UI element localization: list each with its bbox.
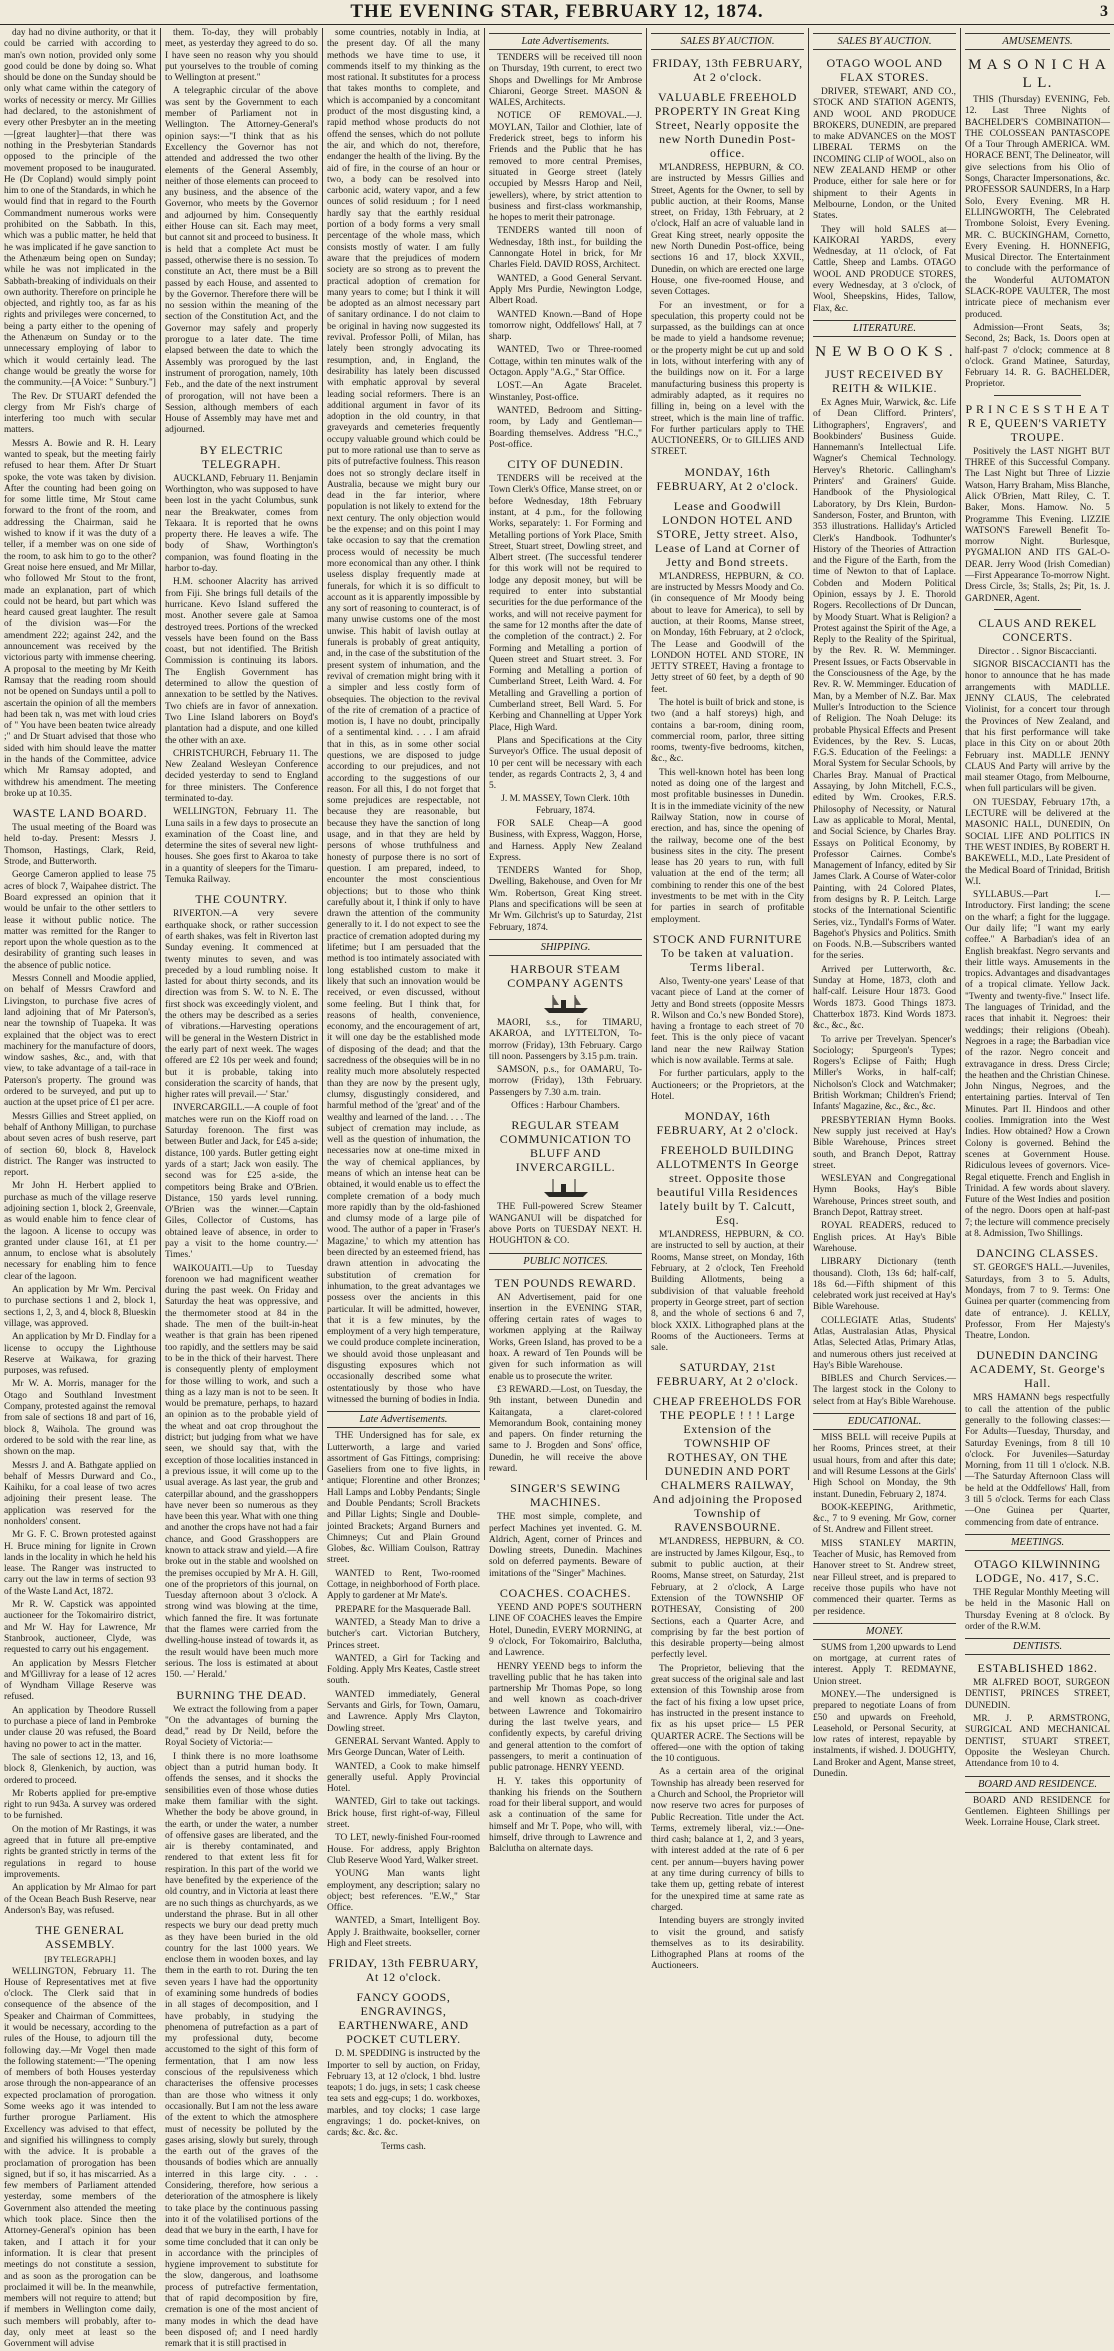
classified-ad: WANTED, Girl to take out tackings. Brick house, first right-of-way, Filleul street. xyxy=(327,1797,480,1831)
classified-ad: M'LANDRESS, HEPBURN, & CO. are instructed by James Kilgour, Esq., to submit to public auction, at their Rooms, Manse street, on Saturday, 21st February, at 2 o'clock, A Large Extension of the TOWNSHIP OF ROTHESAY, Consisting of 200 Sections, each a Quarter Acre, and comprising by far the best portion of this desirable property—being almost perfectly level. xyxy=(651,1537,804,1661)
section-header-literature: LITERATURE. xyxy=(813,320,956,337)
classified-ad: They will hold SALES at— KAIKORAI YARDS, every Wednesday, at 11 o'clock, of Fat Cattle, Sheep and Lambs. OTAGO WOOL AND PRODUCE STORES, every Wednesday, at 3 o'clock, of Wool, Sheepskins, Hides, Tallow, Flax, &c. xyxy=(813,224,956,314)
article-paragraph: WELLINGTON, February 11. The Luna sails in a few days to prosecute an examination of the Coast line, and determine the sites of several new light-houses. She goes first to Akaroa to take in a quantity of sleepers for the Timaru-Temuka Railway. xyxy=(165,807,318,886)
classified-ad: MISS BELL will receive Pupils at her Rooms, Princes street, at their usual hours, from and after this date; and will Resume Lessons at the Girls' High School on Monday, the 9th instant. Dunedin, February 2, 1874. xyxy=(813,1433,956,1500)
auction-title: VALUABLE FREEHOLD PROPERTY IN Great King Street, Nearly opposite the new North Dunedin Post-office. xyxy=(654,90,801,160)
section-header-money: MONEY. xyxy=(813,1623,956,1640)
column-5 xyxy=(647,28,808,1972)
section-header-public-notices: PUBLIC NOTICES. xyxy=(489,1253,642,1270)
offices-line: Offices : Harbour Chambers. xyxy=(511,1101,620,1112)
article-paragraph: CHRISTCHURCH, February 11. The New Zealand Wesleyan Conference decided yesterday to send to England for three ministers. The Conference terminated to-day. xyxy=(165,748,318,804)
article-paragraph: The usual meeting of the Board was held to-day. Present: Messrs J. Thomson, Hastings, Clark, Reid, Strode, and Butterworth. xyxy=(4,823,156,868)
auction-date-heading: MONDAY, 16th FEBRUARY, At 2 o'clock. xyxy=(656,464,799,493)
classified-ad: THE Regular Monthly Meeting will be held in the Masonic Hall on Thursday Evening at 8 o'clock. By order of the R.W.M. xyxy=(965,1587,1110,1632)
headline-kilwinning-lodge: OTAGO KILWINNING LODGE, No. 417, S.C. xyxy=(974,1556,1101,1585)
director-line: Director . . Signor Biscaccianti. xyxy=(978,646,1097,657)
column-4 xyxy=(485,28,646,1855)
column-3 xyxy=(323,28,484,2152)
article-paragraph: WELLINGTON, February 11. The House of Representatives met at five o'clock. The Clerk said that in consequence of the absence of the Speaker and Chairman of Committees, it would be necessary, according to the rules of the House, to adjourn till the following day.—Mr Vogel then made the following statement:—"The opening of members of both Houses yesterday arose through the non-appearance of an expected proclamation of prorogation. Some weeks ago it was intended to further prorogue Parliament. His Excellency was advised to that effect, and signified his willingness to comply with the advice. It is probable a proclamation of prorogation has been signed, but if so, it has miscarried. As a few members of Parliament attended yesterday, some members of the Government also attended the meeting which took place. Since then the Attorney-General's opinion has been taken, and I attach it for your information. It is clear that present meetings do not constitute a session, and as soon as the prorogation can be proclaimed it will be. In the meanwhile, members will not require to attend; but if members in Wellington come daily, such members will probably, after to-day, only meet at least so the Government will advise xyxy=(4,1966,156,2350)
divider xyxy=(994,395,1081,396)
headline-otago-wool: OTAGO WOOL AND FLAX STORES. xyxy=(826,56,943,84)
newspaper-title: THE EVENING STAR, FEBRUARY 12, 1874. xyxy=(350,1,764,22)
article-paragraph: An application by Messrs Fletcher and M'Gillivray for a lease of 12 acres of Wyndham Village Reserve was refused. xyxy=(4,1658,156,1703)
column-7 xyxy=(961,28,1114,1829)
auction-title: CHEAP FREEHOLDS FOR THE PEOPLE ! ! ! Large Extension of the TOWNSHIP OF ROTHESAY, ON THE DUNEDIN AND PORT CHALMERS RAILWAY, And adjoining the Proposed Township of RAVENSBOURNE. xyxy=(652,1394,803,1535)
classified-ad: THIS (Thursday) EVENING, Feb. 12. Last Three Nights of BACHELDER'S COMBINATION— THE COLOSSEAN PANTASCOPE Of a Tour Through AMERICA. WM. HORACE BENT, The Delineator, will give selections from his Olio of Songs, Character Impersonations, &c. PROFESSOR SAUNDERS, In a Harp Solo, Every Evening. MR H. ELLINGWORTH, The Celebrated Trombone Soloist, Every Evening. MR. C. BUCKINGHAM, Cornetto, Every Evening. H. HONNEFIG, Musical Director. The Entertainment to conclude with the performance of the Wonderful AUTOMATON SLACK-ROPE VAULTER, The most intricate piece of mechanism ever produced. xyxy=(965,95,1110,320)
headline-burning-the-dead: BURNING THE DEAD. xyxy=(176,1687,307,1702)
classified-ad: MONEY.—The undersigned is prepared to negotiate Loans of from £50 and upwards on Freehold, Leasehold, or Personal Security, at low rates of interest, repayable by instalments, if wished. J. DOUGHTY, Land Broker and Agent, Manse street, Dunedin. xyxy=(813,1690,956,1780)
section-header-educational: EDUCATIONAL. xyxy=(813,1413,956,1430)
classified-ad: M'LANDRESS, HEPBURN, & CO. are instructed by Messrs Gillies and Street, Agents for the Owner, to sell by public auction, at their Rooms, Manse street, on Friday, 13th February, at 2 o'clock, Half an acre of valuable land in Great King street, nearly opposite the new North Dunedin Post-office, being sections 16 and 17, block XXVII., Dunedin, on which are erected one large House, one five-roomed House, and seven Cottages. xyxy=(651,163,804,298)
classified-ad: WANTED immediately, General Servants and Girls, for Town, Oamaru, and Lawrence. Apply Mrs Clayton, Dowling street. xyxy=(327,1689,480,1734)
classified-ad: FOR SALE Cheap—A good Business, with Express, Waggon, Horse, and Harness. Apply New Zealand Express. xyxy=(489,819,642,863)
headline-city-of-dunedin: CITY OF DUNEDIN. xyxy=(507,457,624,472)
classified-ad: M'LANDRESS, HEPBURN, & CO. are instructed to sell by auction, at their Rooms, Manse street, on Monday, 16th February, at 2 o'clock, Ten Freehold Building Allotments, being a subdivision of that valuable freehold property in George street, part of section 8, and the whole of sections 6 and 7, block XXIX. Lithographed plans at the Rooms of the Auctioneers. Terms at sale. xyxy=(651,1230,804,1354)
classified-ad: LIBRARY Dictionary (tenth thousand). Cloth, 13s 6d; half-calf, 18s 6d.—Fifth shipment of this celebrated work just received at Hay's Bible Warehouse. xyxy=(813,1257,956,1313)
auction-title: STOCK AND FURNITURE To be taken at valuation. Terms liberal. xyxy=(652,931,803,974)
headline-general-assembly: THE GENERAL ASSEMBLY. xyxy=(35,1923,125,1952)
classified-ad: WESLEYAN and Congregational Hymn Books, Hay's Bible Warehouse, Princes street south, and Branch Depot, Rattray street. xyxy=(813,1174,956,1219)
classified-ad: GENERAL Servant Wanted. Apply to Mrs George Duncan, Water of Leith. xyxy=(327,1736,480,1759)
auction-date-heading: FRIDAY, 13th FEBRUARY, At 12 o'clock. xyxy=(328,1956,479,1985)
classified-ad: WANTED, a Girl for Tacking and Folding. Apply Mrs Keates, Castle street south. xyxy=(327,1653,480,1687)
article-paragraph: RIVERTON.—A very severe earthquake shock, or rather succession of earth shakes, was felt in Riverton last Sunday evening. It commenced at twenty minutes to seven, and was preceded by a loud rumbling noise. It lasted for about thirty seconds, and its direction was from S. W. to N. E. The first shock was exceedingly violent, and the others may be described as a series of vibrations.—Harvesting operations will be general in the Western District in the early part of next week. The wages offered are £2 10s per week and found; but it is probable, taking into consideration the scarcity of hands, that higher rates will prevail.—' Star.' xyxy=(165,909,318,1101)
classified-ad: WANTED, Two or Three-roomed Cottage, within ten minutes walk of the Octagon. Apply "A.G.," Star Office. xyxy=(489,345,642,379)
headline-masonic-hall: M A S O N I C H A L L. xyxy=(968,57,1107,91)
column-6 xyxy=(809,28,960,1780)
headline-princess-theatre: P R I N C E S S T H E A T R E, QUEEN'S VARIETY TROUPE. xyxy=(965,401,1110,444)
established-line: ESTABLISHED 1862. xyxy=(977,1661,1098,1676)
classified-ad: D. M. SPEDDING is instructed by the Importer to sell by auction, on Friday, February 13, at 12 o'clock, 1 bhd. lustre teapots; 1 do. jugs, in sets; 1 cask cheese tea sets and egg-cups; 1 do. workboxes, marbles, and toy clocks; 1 case large engravings; 1 do. pocket-knives, on cards; &c. &c. &c. xyxy=(327,2049,480,2139)
headline-dancing-academy: DUNEDIN DANCING ACADEMY, St. George's Hall. xyxy=(969,1348,1106,1391)
classified-ad: Positively the LAST NIGHT BUT THREE of this Successful Company. The Last Night but Three of Lizzie Watson, Harry Braham, Miss Blanche, Alick O'Brien, Matt Riley, C. T. Baker, Mons. Hamow. No. 5 Programme This Evening. LIZZIE WATSON'S Farewell Benefit To-morrow Night. Burlesque, PYGMALION AND ITS GAL-O-DEAR. Jerry Wood (Irish Comedian)—First Appearance To-morrow Night. Dress Circle, 3s; Stalls, 2s; Pit, 1s. J. GARDNER, Agent. xyxy=(965,446,1110,604)
article-paragraph: An application by Mr Wm. Percival to purchase sections 1 and 2, block 1, sections 1, 2, 3, and 4, block 8, Blueskin village, was approved. xyxy=(4,1285,156,1329)
headline-the-country: THE COUNTRY. xyxy=(195,892,288,907)
classified-ad: WANTED Known.—Band of Hope tomorrow night, Oddfellows' Hall, at 7 sharp. xyxy=(489,309,642,343)
classified-ad: AN Advertisement, paid for one insertion in the EVENING STAR, offering certain rates of wages to workmen applying at the Railway Works, Green Island, has proved to be a hoax. A reward of Ten Pounds will be given for such information as will enable us to prosecute the writer. xyxy=(489,1292,642,1382)
headline-ten-pounds-reward: TEN POUNDS REWARD. xyxy=(494,1275,637,1290)
auction-title: FREEHOLD BUILDING ALLOTMENTS In George street. Opposite those beautiful Villa Residences lately built by T. Calcutt, Esq. xyxy=(655,1143,800,1228)
classified-ad: YOUNG Man wants light employment, any description; salary no object; best references. "E.W.," Star Office. xyxy=(327,1869,480,1914)
auction-date-heading: SATURDAY, 21st FEBRUARY, At 2 o'clock. xyxy=(656,1360,799,1389)
steamship-icon xyxy=(541,993,591,1015)
section-header-dentists: DENTISTS. xyxy=(965,1638,1110,1655)
classified-ad: WANTED, a Cook to make himself generally useful. Apply Provincial Hotel. xyxy=(327,1761,480,1795)
classified-ad: MR ALFRED BOOT, SURGEON DENTIST, PRINCES STREET, DUNEDIN. xyxy=(965,1678,1110,1711)
article-paragraph: We extract the following from a paper "On the advantages of burning the dead," read by Dr Neild, before the Royal Society of Victoria:— xyxy=(165,1704,318,1749)
section-header-late-advertisements: Late Advertisements. xyxy=(327,1411,480,1428)
divider xyxy=(994,609,1081,610)
section-header-late-advertisements: Late Advertisements. xyxy=(489,33,642,50)
steamship-icon xyxy=(541,1177,591,1199)
byline: [BY TELEGRAPH.] xyxy=(44,1954,116,1965)
classified-ad: BOARD AND RESIDENCE for Gentlemen. Eighteen Shillings per Week. Lorraine House, Clark street. xyxy=(965,1795,1110,1829)
headline-just-received: JUST RECEIVED BY REITH & WILKIE. xyxy=(825,366,944,395)
classified-ad: THE Full-powered Screw Steamer WANGANUI will be dispatched for above Ports on TUESDAY NEXT. H. HOUGHTON & CO. xyxy=(489,1202,642,1247)
section-header-board-residence: BOARD AND RESIDENCE. xyxy=(965,1776,1110,1793)
auction-date-heading: MONDAY, 16th FEBRUARY, At 2 o'clock. xyxy=(656,1109,799,1138)
classified-ad: WANTED to Rent, Two-roomed Cottage, in neighborhood of Forth place. Apply to gardener at Mr Mate's. xyxy=(327,1568,480,1602)
classified-ad: Also, Twenty-one years' Lease of that vacant piece of Land at the corner of Jetty and Bond streets (opposite Messrs R. Wilson and Co.'s new Bonded Store), having a frontage to each street of 70 feet. This is the only piece of vacant land near the new Railway Station which is now available. Terms at sale. xyxy=(651,976,804,1066)
classified-ad: Intending buyers are strongly invited to visit the ground, and satisfy themselves as to its desirability. Lithographed Plans at rooms of the Auctioneers. xyxy=(651,1916,804,1972)
section-header-sales-by-auction: SALES BY AUCTION. xyxy=(813,33,956,50)
classified-ad: DRIVER, STEWART, AND CO., STOCK AND STATION AGENTS, AND WOOL AND PRODUCE BROKERS, DUNEDIN, are prepared to make ADVANCES on the MOST LIBERAL TERMS on the INCOMING CLIP of WOOL, also on NEW ZEALAND HEMP or other Produce, either for sale here or for shipment to their Agents in Melbourne, London, or the United States. xyxy=(813,87,956,222)
article-paragraph: An application by Mr Almao for part of the Ocean Beach Bush Reserve, near Anderson's Bay, was refused. xyxy=(4,1883,156,1916)
headline-waste-land-board: WASTE LAND BOARD. xyxy=(12,806,148,821)
classified-ad: The Proprietor, believing that the great success of the original sale and last extension of this Township arose from the fact of his fixing a low upset price, has instructed in the present instance to fix as his upset price— L5 PER QUARTER ACRE. The Sections will be offered—one with the option of taking the 10 contiguous. xyxy=(651,1663,804,1765)
classified-ad: WANTED, a Steady Man to drive a butcher's cart. Victorian Butchery, Princes street. xyxy=(327,1617,480,1651)
headline-singer-machines: SINGER'S SEWING MACHINES. xyxy=(510,1481,621,1510)
classified-ad: HENRY YEEND begs to inform the travelling public that he has taken into partnership Mr Thomas Pope, so long and well known as coach-driver between Lawrence and Tokomairiro during the last twelve years, and confidently expects, by careful driving and general attention to the comfort of passengers, to merit a continuation of public patronage. HENRY YEEND. xyxy=(489,1661,642,1774)
classified-ad: BOOK-KEEPING, Arithmetic, &c., 7 to 9 evening. Mr Gow, corner of St. Andrew and Fillent street. xyxy=(813,1502,956,1536)
article-paragraph: Mr R. W. Capstick was appointed auctioneer for the Tokomairiro district, and Mr W. Hay for Lawrence, Mr Stanbrook, auctioneer, Clyde, was requested to carry out his engagement. xyxy=(4,1600,156,1656)
article-paragraph: Messrs J. and A. Bathgate applied on behalf of Messrs Durward and Co., Kaihiku, for a coal lease of two acres adjoining their present lease. The application was reserved for the nonholders' consent. xyxy=(4,1460,156,1527)
article-paragraph: The sale of sections 12, 13, and 16, block 8, Glenkenich, by auction, was ordered to proceed. xyxy=(4,1752,156,1786)
auction-title: Lease and Goodwill LONDON HOTEL AND STORE, Jetty street. Also, Lease of Land at Corner of Jetty and Bond streets. xyxy=(654,498,801,569)
classified-ad: The hotel is built of brick and stone, is two (and a half storeys) high, and contains a bar-room, dining room, commercial room, parlor, three sitting rooms, twenty-five bedrooms, kitchen, &c., &c. xyxy=(651,697,804,765)
article-paragraph: WAIKOUAITI.—Up to Tuesday forenoon we had magnificent weather during the past week. On Friday and Saturday the heat was oppressive, and the thermometer stood at 84 in the shade. The men of the built-in-heat weather is that grain has been ripened too rapidly, and the settlers may be said to be in the thick of their harvest. There is consequently plenty of employment for those willing to work, and such a thing as a lazy man is not to be seen. It would be premature, perhaps, to hazard an opinion as to the probable yield of the wheat and oat crop throughout the district; but judging from what we have seen, we should say that, with the exception of those localities instanced in a previous issue, it will come up to the usual average. As last year, the grub and caterpillar abound, and the grasshoppers have never been so numerous as they have been this year. What with one thing and another the crops have not had a fair chance, and Good Grasshoppers are known to attack straw and yield.—A fire broke out in the stable and woolshed on the premises occupied by Mr A. H. Gill, one of the proprietors of this journal, on Tuesday afternoon about 3 o'clock. A strong wind was blowing at the time, which fanned the fire. It was fortunate that the flames were carried from the dwelling-house instead of towards it, as the result would have been much more serious. The loss is estimated at about 150. —' Herald.' xyxy=(165,1263,318,1681)
classified-ad: PRESBYTERIAN Hymn Books. New supply just received at Hay's Bible Warehouse, Princes street south, and Branch Depot, Rattray street. xyxy=(813,1115,956,1171)
classified-ad: COLLEGIATE Atlas, Students' Atlas, Australasian Atlas, Physical Atlas, Selected Atlas, Primary Atlas, and numerous others just received at Hay's Bible Warehouse. xyxy=(813,1315,956,1371)
book-list: To arrive per Trevelyan. Spencer's Sociology; Spurgeon's Types; Rogers's Eclipse of Faith; Hugh Miller's Works, in half-calf; Nicholson's Clock and Watchmaker; British Workman; Children's Friend; Infants' Magazine, &c., &c., &c. xyxy=(813,1034,956,1113)
section-header-shipping: SHIPPING. xyxy=(489,939,642,956)
classified-ad: MRS HAMANN begs respectfully to call the attention of the public generally to the following classes:— For Adults—Tuesday, Thursday, and Saturday Evenings, from 8 till 10 o'clock. For Juveniles—Saturday Morning, from 11 till 1 o'clock. N.B.—The Saturday Afternoon Class will be held at the Oddfellows' Hall, from 3 till 5 o'clock. Terms for each Class—One Guinea per Quarter, commencing from date of entrance. xyxy=(965,1393,1110,1528)
classified-ad: H. Y. takes this opportunity of thanking his friends on the Southern road for their liberal support, and would ask a continuation of the same for himself and Mr T. Pope, who will, with himself, drive through to Lawrence and Balclutha on alternate days. xyxy=(489,1776,642,1855)
classified-ad: SIGNOR BISCACCIANTI has the honor to announce that he has made arrangements with MADLLE. JENNY CLAUS, The celebrated Violinist, for a concert tour through the Provinces of New Zealand, and that his first performance will take place in this City on or about 20th February inst. MADLLE JENNY CLAUS And Party will arrive by the mail steamer Otago, from Melbourne, when full particulars will be given. xyxy=(965,660,1110,795)
classified-ad: BIBLES and Church Services.—The largest stock in the Colony to select from at Hay's Bible Warehouse. xyxy=(813,1374,956,1407)
article-paragraph: Messrs A. Bowie and R. H. Leary wanted to speak, but the meeting fairly refused to hear them. After Dr Stuart spoke, the vote was taken by division. After the counting had been going on for some little time, Mr Stout came forward to the front of the room, and addressing the Chairman, said he wished to know if it was the duty of a teller, if a member was on one side of the room, to ask him to go to the other? Great noise here ensued, and Mr Millar, who followed Mr Stout to the front, made an explanation, part of which could not be heard, but part which was heard caused great laughter. The result of the division was—For the amendment 222; against 242, and the announcement was received by the victorious party with immense cheering. A proposal to the meeting by Mr Keith Ramsay that the reading room should not be opened on Sundays until a poll to ascertain the opinion of all the members had been tak n, was met with loud cries of " You have been beaten twice already ;" and Dr Stuart advised that those who sided with him should leave the matter in the hands of the Committee, advice which Mr Ramsay adopted, and withdrew his amendment. The meeting broke up at 10.35. xyxy=(4,438,156,799)
book-list: Arrived per Lutterworth, &c. Sunday at Home, 1873, cloth and half-calf. Leisure Hour 1873. Good Words 1873. Good Things 1873. Chatterbox 1873. Kind Words 1873. &c., &c., &c. xyxy=(813,964,956,1032)
classified-ad: LOST.—An Agate Bracelet. Winstanley, Post-office. xyxy=(489,381,642,403)
headline-regular-steam: REGULAR STEAM COMMUNICATION TO BLUFF AND INVERCARGILL. xyxy=(499,1118,632,1175)
article-paragraph: Messrs Connell and Moodie applied, on behalf of Messrs Crawford and Livingston, to purchase five acres of land adjoining that of Mr Paterson's, near the township of Tuapeka. It was explained that the object was to erect machinery for the manufacture of doors, window sashes, &c., and, with that view, to take advantage of a tail-race in Paterson's property. The ground was ordered to be surveyed, and put up to auction at the upset price of £1 per acre. xyxy=(4,974,156,1109)
classified-ad: £3 REWARD.—Lost, on Tuesday, the 9th instant, between Dunedin and Kaitangata, a claret-colored Memorandum Book, containing money and papers. On finder returning the same to J. Brogden and Sons' office, Dunedin, he will receive the above reward. xyxy=(489,1384,642,1474)
classified-ad: ON TUESDAY, February 17th, a LECTURE will be delivered at the MASONIC HALL, DUNEDIN, On SOCIAL LIFE AND POLITICS IN THE WEST INDIES, By ROBERT H. BAKEWELL, M.D., Late President of the Medical Board of Trinidad, British W.I. xyxy=(965,797,1110,887)
classified-ad: TENDERS Wanted for Shop, Dwelling, Bakehouse, and Oven for Mr Wm. Robertson, Great King street. Plans and specifications will be seen at Mr Wm. Gilchrist's up to Saturday, 21st February, 1874. xyxy=(489,866,642,933)
article-paragraph: George Cameron applied to lease 75 acres of block 7, Waipahee district. The Board expressed an opinion that it would be unfair to the other settlers to lease it without public notice. The matter was remitted for the Ranger to report upon the whole question as to the desirability of granting such leases in the absence of public notice. xyxy=(4,870,156,971)
headline-electric-telegraph: BY ELECTRIC TELEGRAPH. xyxy=(199,442,284,471)
article-paragraph: Mr W. A. Morris, manager for the Otago and Southland Investment Company, protested against the removal from sale of sections 18 and part of 16, block 8, Waihola. The ground was ordered to be sold with the rear line, as shown on the map. xyxy=(4,1379,156,1458)
column-2 xyxy=(161,28,322,2350)
classified-ad: This well-known hotel has been long noted as doing one of the largest and most profitable businesses in Dunedin. It is in the immediate vicinity of the new Railway Station, now in course of erection, and has, since the opening of the railway, become one of the best business sites in the city. The present lease has 20 years to run, with full valuation at the end of the term; all combining to render this one of the best investments to be met with in the City for parties in search of profitable employment. xyxy=(651,767,804,925)
headline-coaches: COACHES. COACHES. xyxy=(499,1586,632,1601)
article-paragraph: An application by Mr D. Findlay for a license to occupy the Lighthouse Reserve at Waikawa, for grazing purposes, was refused. xyxy=(4,1332,156,1377)
book-list: Ex Agnes Muir, Warwick, &c. Life of Dean Clifford. Printers', Lithographers', Engravers', and Bookbinders' Business Guide. Hannemann's Intellectual Life. Wagner's Chemical Technology. Hervey's Rhetoric. Callingham's Printers' and Grainers' Guide. Handbook of the Physiological Laboratory, by Drs Klein, Burdon-Sanderson, Foster, and Brunton, with 353 illustrations. Halliday's Articled Clerk's Handbook. Todhunter's History of the Theories of Attraction and the Figure of the Earth, from the time of Newton to that of Laplace. Cobden and Modern Political Opinion, essays by J. E. Thorold Rogers. Recollections of Dr Duncan, by Moody Stuart. What is Religion? a Protest against the Spirit of the Age, a Reply to the Reality of the Spiritual, by the Rev. R. W. Memminger. Present Issues, or Facts Observable in the Consciousness of the Age, by the Rev. R. W. Memminger. Education of Man, by a Member of N.Z. Bar. Max Muller's Introduction to the Science of Religion. The Noah Deluge: its probable Physical Effects and Present Evidences, by the Rev. S. Lucas, F.G.S. Education of the Feelings: a Moral System for Secular Schools, by Charles Bray. Manual of Practical Assaying, by John Mitchell, F.C.S., edited by Wm. Crookes, F.R.S. Philosophy of Necessity, or Natural Law as applicable to Moral, Mental, and Social Science, by Charles Bray. Essays on Political Economy, by Professor Cairnes. Combe's Management of Infancy, edited by Sir James Clark. A Course of Water-color Painting, with 24 Colored Plates, from designs by R. P. Leitch. Large stocks of the International Scientific Series, viz., Tyndall's Forms of Water. Bagehot's Physics and Politics. Smith on Foods. N.B.—Subscribers wanted for the series. xyxy=(813,397,956,962)
article-paragraph: An application by Theodore Russell to purchase a piece of land in Pembroke under clause 20 was refused, the Board having no power to act in the matter. xyxy=(4,1705,156,1750)
classified-ad: SAMSON, p.s., for OAMARU, To-morrow (Friday), 13th February. Passengers by 7.30 a.m. train. xyxy=(489,1065,642,1098)
page-number: 3 xyxy=(1100,3,1108,20)
section-header-amusements: AMUSEMENTS. xyxy=(965,33,1110,50)
classified-ad: PREPARE for the Masquerade Ball. xyxy=(335,1604,471,1615)
signature: J. M. MASSEY, Town Clerk. 10th February, 1874. xyxy=(501,794,630,816)
terms-line: Terms cash. xyxy=(381,2141,426,2152)
classified-ad: TENDERS wanted till noon of Wednesday, 18th inst., for building the Cannongate Hotel in brick, for Mr Charles Field. DAVID ROSS, Architect. xyxy=(489,226,642,271)
headline-claus-concerts: CLAUS AND REKEL CONCERTS. xyxy=(978,615,1097,644)
headline-new-books: N E W B O O K S . xyxy=(815,343,954,360)
article-paragraph: Mr John H. Herbert applied to purchase as much of the village reserve adjoining section 1, block 2, Greenvale, as would enable him to fence clear of the lagoon. A license to occupy was granted under clause 161, at £1 per annum, to enclose what is absolutely necessary for enabling him to fence clear of the lagoon. xyxy=(4,1181,156,1282)
classified-ad: Plans and Specifications at the City Surveyor's Office. The usual deposit of 10 per cent will be necessary with each tender, as regards Contracts 2, 3, 4 and 5. xyxy=(489,735,642,792)
classified-ad: TENDERS will be received till noon on Thursday, 19th current, to erect two Shops and Dwellings for Mr Ambrose Chiaroni, George Street. MASON & WALES, Architects. xyxy=(489,53,642,109)
section-header-sales-by-auction: SALES BY AUCTION. xyxy=(651,33,804,50)
classified-ad: For an investment, or for a speculation, this property could not be surpassed, as the buildings can at once be made to yield a handsome revenue; or the property might be cut up and sold in lots, without interfering with any of the buildings now on it. For a large manufacturing business this property is admirably adapted, as it requires no filling in, being on a level with the street, which is the main line of traffic. For further particulars apply to THE AUCTIONEERS, Or to GILLIES AND STREET. xyxy=(651,300,804,458)
classified-ad: SUMS from 1,200 upwards to Lend on mortgage, at current rates of interest. Apply T. REDMAYNE, Union street. xyxy=(813,1642,956,1687)
auction-title: FANCY GOODS, ENGRAVINGS, EARTHENWARE, AND POCKET CUTLERY. xyxy=(338,1990,469,2047)
article-paragraph: some countries, notably in India, at the present day. Of all the many methods we have time to use, it commends itself to my thinking as the most rational. It substitutes for a process that takes months to complete, and which is accompanied by a concomitant product of the most disgusting kind, a rapid method whose products do not offend the senses, which do not pollute the air, and which do not, therefore, endanger the health of the living. By the aid of fire, in the course of an hour or two, a body can be resolved into carbonic acid, watery vapor, and a few ounces of solid residuum ; for I need hardly say that the earthly residual portion of a body forms a very small percentage of the whole mass, which consists mostly of water. I am fully aware that the prejudices of modern society are so strong as to prevent the practical adoption of cremation for many years to come; but I think it will be adopted as an almost necessary part of sanitary ordinance. I do not claim to be original in having now suggested its revival. Professor Polli, of Milan, has lately been strongly advocating its resumption, and, in England, the desirability has lately been discussed with emphatic approval by several leading social reformers. There is an additional argument in favor of its adoption in the old country, in that graveyards and cemeteries frequently occupy valuable ground which could be put to more rational use than to serve as pits of putrefactive foulness. This reason does not so strongly declare itself in Australia, because we might bury our dead in the far interior, where population is not likely to extend for the next century. The only objection would be the expense; and on this point I may take occasion to say that the cremation process would of necessity be much more economical than any other. I think useless display frequently made at funerals, for which it is so difficult to account as it is apparently impossible by any sort of reasoning to counteract, is of many unwise customs one of the most unwise. This habit of lavish outlay at funerals is probably of great antiquity, and, in the case of the substitution of the present system of inhumation, and the revival of cremation might bring with it a simpler and less costly form of obsequies. The objection to the revival of the rite of cremation of a practice of motion is, I have no doubt, principally of a sentimental kind. . . . I am afraid that in this, as in some other social questions, we are disposed to judge according to our prejudices, and not according to the suggestions of our reason. For all this, I do not forget that some prejudices are respectable, not because they are reasonable, but because they have the sanction of long usage, and in that they are held by persons of whose truthfulness and honesty of purpose there is no sort of question. I am prepared, indeed, to encounter the most conscientious objections; but to those who think carefully about it, I think if only to have drawn the attention of the community generally to it. I do not expect to see the practice of cremation adopted during my lifetime; but I am persuaded that the method is too intimately associated with long established custom to make it likely that such an innovation would be received, or even discussed, without some feeling. But I think that, for reasons of health, convenience, economy, and the encouragement of art, it will one day be the established mode of disposing of the dead; and that the sacredness of the obsequies will be in no reality much more absolutely respected than they are now by the present ugly, clumsy, disgustingly considered, and harmful method of the 'great' and of the wealthy and learned of the land. . . . The subject of cremation may include, as well as the question of inhumation, the necessaries now at one-time mixed in the way of chemical appliances, by means of which an intense heat can be obtained, it would enable us to effect the complete cremation of a body much more rapidly than by the old-fashioned and clumsy mode of a large pile of wood. The author of a paper in 'Fraser's Magazine,' to which my attention has been directed by an esteemed friend, has drawn attention in advocating the substitution of cremation for inhumation, to the great advantages we possess over the ancients in this particular. It will be admitted, however, that it is a few minutes, by the employment of a very high temperature, we could produce complete incineration, we should avoid those unpleasant and disgusting exposures which not occasionally described some what ostentatiously by those who have witnessed the burning of bodies in India. xyxy=(327,28,480,1405)
classified-ad: M'LANDRESS, HEPBURN, & CO. are instructed by Messrs Moody and Co. (in consequence of Mr Moody being about to leave for America), to sell by auction, at their Rooms, Manse street, on Monday, 16th February, at 2 o'clock, The Lease and Goodwill of the LONDON HOTEL AND STORE, IN JETTY STREET, Having a frontage to Jetty street of 60 feet, by a depth of 90 feet. xyxy=(651,571,804,695)
article-paragraph: A telegraphic circular of the above was sent by the Government to each member of Parliament not in Wellington. The Attorney-General's opinion says:—"I think that as his Excellency the Governor has not attended and addressed the two other elements of the General Assembly, neither of those elements can proceed to any business, and the absence of the Governor, who meets by the Governor and adjourned by him. Consequently either House can sit. Each may meet, but cannot sit and proceed to business. It is held that a complete Act must be passed, otherwise there is no session. To constitute an Act, there must be a Bill passed by each House, and assented to by the Governor. Therefore there will be no session within the meaning of the section of the Constitution Act, and the Governor may safely and properly prorogue to a later date. The time elapsed between the date to which the Assembly was prorogued by the last instrument of prorogation, namely, 10th Feb., and the date of the next instrument of prorogation, will not have been a Session, although members of each House of Assembly may have met and adjourned. xyxy=(165,86,318,436)
article-paragraph: INVERCARGILL.—A couple of foot matches were run on the Kioff road on Saturday forenoon. The first was between Butler and Jack, for £45 a-side; distance, 100 yards. Butler getting eight yards of a start; Jack won easily. The second was for £25 a-side, the competitors being Brake and O'Brien. Distance, 150 yards level running. O'Brien was the winner.—Captain Giles, Collector of Customs, has obtained leave of absence, in order to pay a visit to the home country.—' Times.' xyxy=(165,1103,318,1261)
classified-ad: ST. GEORGE'S HALL.—Juveniles, Saturdays, from 3 to 5. Adults, Mondays, from 7 to 9. Terms: One Guinea per quarter (commencing from date of entrance). J. KELLY, Professor, From Her Majesty's Theatre, London. xyxy=(965,1263,1110,1342)
classified-ad: ROYAL READERS, reduced to English prices. At Hay's Bible Warehouse. xyxy=(813,1221,956,1254)
article-paragraph: The Rev. Dr STUART defended the clergy from Mr Fish's charge of interfering too much with secular matters. xyxy=(4,391,156,436)
article-paragraph: Mr Roberts applied for pre-emptive right to run 943a. A survey was ordered to be furnished. xyxy=(4,1788,156,1822)
section-header-meetings: MEETINGS. xyxy=(965,1534,1110,1551)
column-1 xyxy=(0,28,160,2350)
classified-ad: MAORI, s.s., for TIMARU, AKAROA, and LYTTELTON, To-morrow (Friday), 13th February. Cargo till noon. Passengers by 3.15 p.m. train. xyxy=(489,1017,642,1062)
article-paragraph: Messrs Gillies and Street applied, on behalf of Anthony Milligan, to purchase about seven acres of bush reserve, part of section 60, block 8, Havelock district. The Ranger was instructed to report. xyxy=(4,1111,156,1179)
article-paragraph: day had no divine authority, or that it could be carried with according to man's own notion, provided only some good could be done by doing so. What should be done on the Sunday should be only what came within the category of works of necessity or mercy. Mr Gillies had declared, to the astonishment of every other Presbyter an in the meeting—[great laughter]—that there was nothing in the Presbyterian Standards opposed to the principle of the movement proposed to be inaugurated. He (Dr Copland) would simply point him to one of the Standards, in which he would find that in regard to the Fourth Commandment numerous works were prohibited on the Sabbath. In this, which was a public matter, he held that he was implicated if he gave sanction to the Athenæum being open on Sunday; while he was not implicated in the Sabbath-breaking of individuals on their own authority. Therefore on principle he objected, and rightly too, as far as his rights and privileges were concerned, to being a party either to the opening of the Athenæum on Sunday or to the unnecessary employing of labor to which it would certainly lead. The change would be greatly the worse for the community.—[A Voice: " Sunbury."] xyxy=(4,28,156,389)
article-paragraph: them. To-day, they will probably meet, as yesterday they agreed to do so. I have seen no reason why you should put yourselves to the trouble of coming to Wellington at present." xyxy=(165,28,318,84)
classified-ad: WANTED, Bedroom and Sitting-room, by Lady and Gentleman—Boarding themselves. Address "H.C.," Post-office. xyxy=(489,405,642,450)
classified-ad: NOTICE OF REMOVAL.—J. MOYLAN, Tailor and Clothier, late of Frederick street, begs to inform his Friends and the Public that he has removed to more central Premises, situated in George street (lately occupied by Messrs Harop and Neil, jewellers), where, by strict attention to business and first-class workmanship, he hopes to merit their patronage. xyxy=(489,111,642,224)
classified-ad: As a certain area of the original Township has already been reserved for a Church and School, the Proprietor will now reserve two acres for purposes of Public Recreation. Title under the Act. Terms, extremely liberal, viz.:—One-third cash; balance at 1, 2, and 3 years, with interest added at the rate of 6 per cent. per annum—buyers having power at any time during currency of bills to take them up, getting rebate of interest for the unexpired time at same rate as charged. xyxy=(651,1767,804,1913)
classified-ad: MR. J. P. ARMSTRONG, SURGICAL AND MECHANICAL DENTIST, STUART STREET, Opposite the Wesleyan Church. Attendance from 10 to 4. xyxy=(965,1714,1110,1770)
masthead xyxy=(0,0,1114,25)
classified-ad: WANTED, a Smart, Intelligent Boy. Apply J. Braithwaite, bookseller, corner High and Fleet streets. xyxy=(327,1916,480,1949)
classified-ad: Admission—Front Seats, 3s; Second, 2s; Back, 1s. Doors open at half-past 7 o'clock; commence at 8 o'clock. Grand Matinee, Saturday, February 14. R. G. BACHELDER, Proprietor. xyxy=(965,322,1110,390)
classified-ad: For further particulars, apply to the Auctioneers; or the Proprietors, at the Hotel. xyxy=(651,1069,804,1102)
classified-ad: YEEND AND POPE'S SOUTHERN LINE OF COACHES leaves the Empire Hotel, Dunedin, EVERY MORNING, at 9 o'clock, For Tokomairiro, Balclutha, and Lawrence. xyxy=(489,1603,642,1659)
classified-ad: TO LET, newly-finished Four-roomed House. For address, apply Brighton Club Reserve Wood Yard, Walker street. xyxy=(327,1833,480,1866)
headline-dancing-classes: DANCING CLASSES. xyxy=(976,1246,1099,1261)
classified-ad: TENDERS will be received at the Town Clerk's Office, Manse street, on or before Wednesday, 18th February instant, at 4 p.m., for the following Works, separately: 1. For Forming and Metalling portions of York Place, Smith Street, Stuart street, Dowling street, and Albert street. (The successful tenderer for this work will not be required to lodge any deposit money, but will be required to enter into substantial securities for the due performance of the works, and will not receive payment for the same for 12 months after the date of the completion of the contract.) 2. For Forming and Metalling a portion of Queen street and Stuart street. 3. For Forming and Metalling a portion of Cumberland Street, Leith Ward. 4. For Metalling and Gravelling a portion of Cumberland street, Bell Ward. 5. For Kerbing and Channelling at Upper York Place, High Ward. xyxy=(489,474,642,733)
headline-harbour-steam: HARBOUR STEAM COMPANY AGENTS xyxy=(507,961,624,990)
article-paragraph: On the motion of Mr Rastings, it was agreed that in future all pre-emptive rights be granted strictly in terms of the regulations in regard to house improvements. xyxy=(4,1824,156,1880)
classified-ad: WANTED, a Good General Servant. Apply Mrs Purdie, Newington Lodge, Albert Road. xyxy=(489,273,642,307)
auction-date-heading: FRIDAY, 13th FEBRUARY, At 2 o'clock. xyxy=(652,56,803,84)
article-paragraph: H.M. schooner Alacrity has arrived from Fiji. She brings full details of the hurricane. Kevo Island suffered the most. Another severe gale at Samoa destroyed trees. Portions of the wrecked vessels have been found on the Bass coast, but not identified. The British Commission is continuing its labors. The English Government has determined to allow the question of annexation to be settled by the Natives. Two chiefs are in favor of annexation. Two Line Island laborers on Boyd's plantation had a dispute, and one killed the other with an axe. xyxy=(165,577,318,746)
article-paragraph: I think there is no more loathsome object than a putrid human body. It offends the senses, and it shocks the sensibilities even of those whose duties make them familiar with the sight. Whether the body be above ground, in the earth, or under the water, a number of offensive gases are liberated, and the air is thereby contaminated, and rendered to that extent less fit for respiration. In this part of the world we have benefited by the experience of the old country, and in Victoria at least there are no such things as churchyards, as we understand the phrase. But in all other respects we bury our dead pretty much as they have been buried in the old country for the last 1000 years. We enclose them in wooden boxes, and lay them in the earth to rot. During the ten seven years I have had the opportunity of examining some hundreds of bodies in all stages of decomposition, and I have probably, in studying the phenomena of putrefaction as a part of my professional duty, become accustomed to the sight of this form of fermentation, that I am now less conscious of the repulsiveness which characterises the offensive processes than are those who witness it only occasionally. But I am not the less aware of the extent to which the atmosphere must of necessity be polluted by the gases arising, slowly but surely, through the earth out of the graves of the thousands of bodies which are annually interred in this large city. . . . Considering, therefore, how serious a deterioration of the atmosphere is likely to take place by the continuous passing into it of the volatilised portions of the dead that we bury in the earth, I have for some time concluded that it can only be in accordance with the principles of hygiene improvement to substitute for the slow, dangerous, and loathsome process of putrefactive fermentation, that of rapid decomposition by fire, cremation is one of the most ancient of many modes in which the dead have been disposed of; and I need hardly remark that it is still practised in xyxy=(165,1751,318,2350)
classified-ad: SYLLABUS.—Part I.—Introductory. First landing; the scene on the wharf; a fight for the luggage. Our daily life; "I want my early coffee." A Barbadian's idea of an English breakfast. Negro servants and their little ways. Amusements in the tropics. Advantages and disadvantages of a tropical climate. Yellow Jack. "Twenty and twenty-five." Insect life. The languages of Trinidad, and the races that inhabit it. Negroes: their weddings; their religions (Obeah). Negroes in a rage; the Barbadian vice of the razor. Negro conceit and extravagance in dress. Dress Circle; the heathen and the Christian Chinese. John Ningus, Negroes, and the entertaining parties. Interval of Ten Minutes. Part II. Hindoos and other coolies. Immigration into the West Indies. How obtained? How a Crown Colony is governed. Behind the scenes at Government House. Ridiculous levees of governors. Vice-Regal etiquette. French and English in Trinidad. A few words about slavery. Future of the West Indies and position of the negro. Doors open at half-past 7; the lecture will commence precisely at 8. Admission, Two Shillings. xyxy=(965,890,1110,1240)
classified-ad: THE most simple, complete, and perfect Machines yet invented. G. M. Aldrich, Agent, corner of Princes and Dowling streets, Dunedin. Machines sold on deferred payments. Beware of imitations of the "Singer" Machines. xyxy=(489,1512,642,1579)
classified-ad: THE Undersigned has for sale, ex Lutterworth, a large and varied assortment of Gas Fittings, comprising: Gaseliers from one to five lights, in antique; Florentine and other Bronzes; Hall Lamps and Lobby Pendants; Single and Double Pendants; Scroll Brackets and Pillar Lights; Single and Double-jointed Brackets; Argand Burners and Chimneys; Cut and Plain Ground Globes, &c. William Coulson, Rattray street. xyxy=(327,1431,480,1566)
classified-ad: MISS STANLEY MARTIN, Teacher of Music, has Removed from Hanover street to St. Andrew street, near Filleul street, and is prepared to receive those pupils who have not commenced their quarter. Terms as per residence. xyxy=(813,1538,956,1617)
article-paragraph: AUCKLAND, February 11. Benjamin Worthington, who was supposed to have been lost in the yacht Columbus, sunk near the Breakwater, comes from Tekaara. It is reported that he owns property there. He leaves a wife. The body of Shaw, Worthington's companion, was found floating in the harbor to-day. xyxy=(165,473,318,575)
article-paragraph: Mr G. F. C. Brown protested against H. Bruce mining for lignite in Crown lands in the locality in which he held his lease. The Ranger was instructed to carry out the law in terms of section 93 of the Waste Land Act, 1872. xyxy=(4,1530,156,1597)
